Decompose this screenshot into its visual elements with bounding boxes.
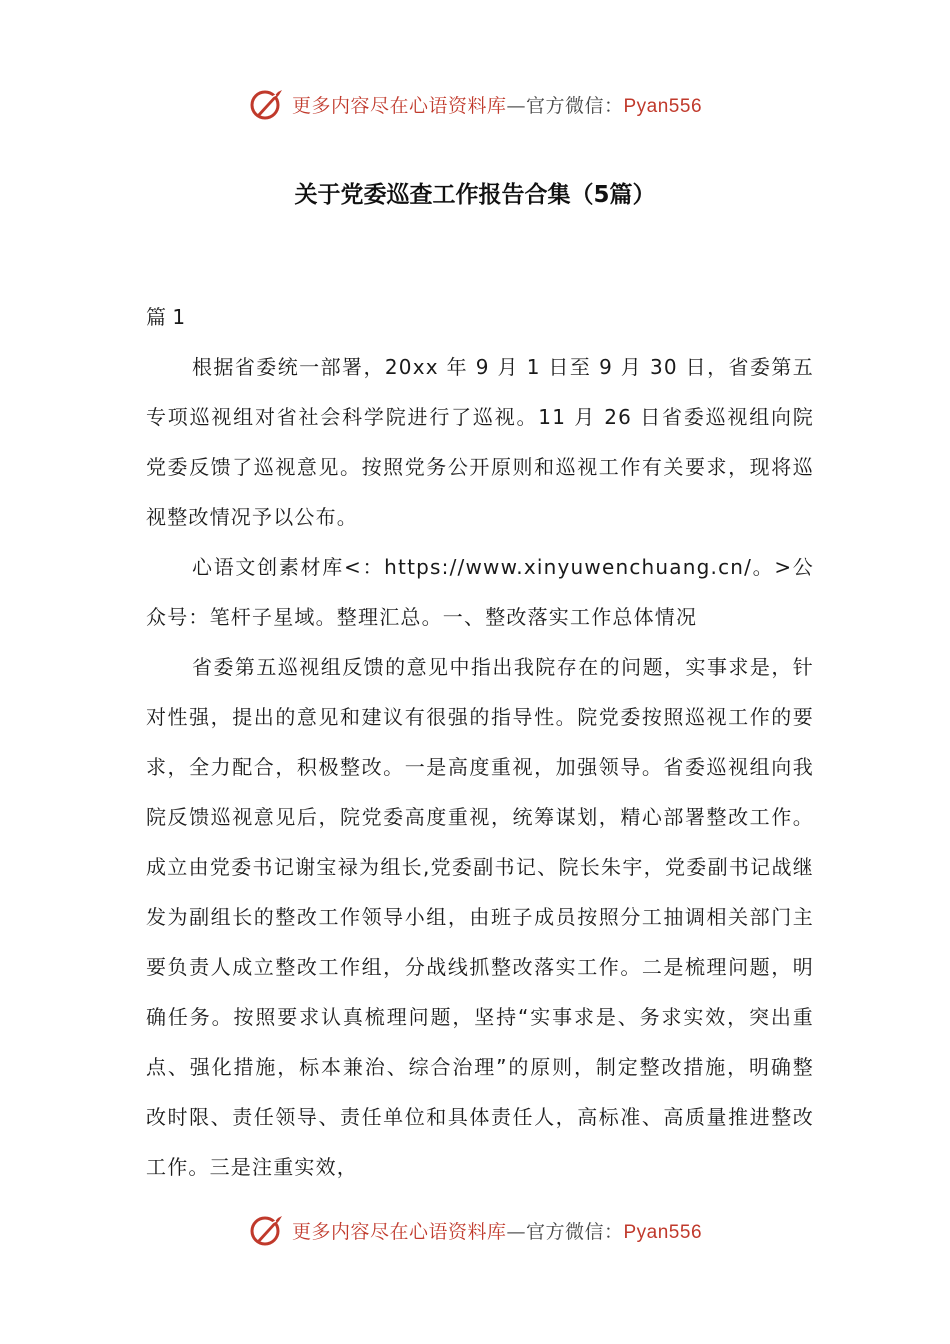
watermark-banner-bottom — [0, 1210, 950, 1250]
document-title: 关于党委巡查工作报告合集（5篇） — [294, 182, 656, 208]
watermark-banner-top — [0, 84, 950, 124]
quill-logo-icon — [248, 86, 288, 122]
document-body — [146, 292, 814, 1192]
paragraph: 心语文创素材库<：https://www.xinyuwenchuang.cn/。>公众号：笔杆子星域。整理汇总。一、整改落实工作总体情况 — [146, 555, 814, 629]
quill-logo-icon — [248, 1212, 288, 1248]
section-heading: 篇 1 — [146, 305, 186, 329]
paragraph: 根据省委统一部署，20xx 年 9 月 1 日至 9 月 30 日，省委第五专项巡视组对省社会科学院进行了巡视。11 月 26 日省委巡视组向院党委反馈了巡视意见。按照党务公开原则和巡视工作有关要求，现将巡视整改情况予以公布。 — [146, 355, 814, 529]
banner-text: 更多内容尽在心语资料库—官方微信：Pyan556 — [291, 94, 703, 117]
paragraph: 省委第五巡视组反馈的意见中指出我院存在的问题，实事求是，针对性强，提出的意见和建议有很强的指导性。院党委按照巡视工作的要求，全力配合，积极整改。一是高度重视，加强领导。省委巡视组向我院反馈巡视意见后，院党委高度重视，统筹谋划，精心部署整改工作。成立由党委书记谢宝禄为组长,党委副书记、院长朱宇，党委副书记战继发为副组长的整改工作领导小组，由班子成员按照分工抽调相关部门主要负责人成立整改工作组，分战线抓整改落实工作。二是梳理问题，明确任务。按照要求认真梳理问题，坚持“实事求是、务求实效，突出重点、强化措施，标本兼治、综合治理”的原则，制定整改措施，明确整改时限、责任领导、责任单位和具体责任人，高标准、高质量推进整改工作。三是注重实效， — [146, 655, 814, 1179]
banner-text: 更多内容尽在心语资料库—官方微信：Pyan556 — [291, 1220, 703, 1243]
